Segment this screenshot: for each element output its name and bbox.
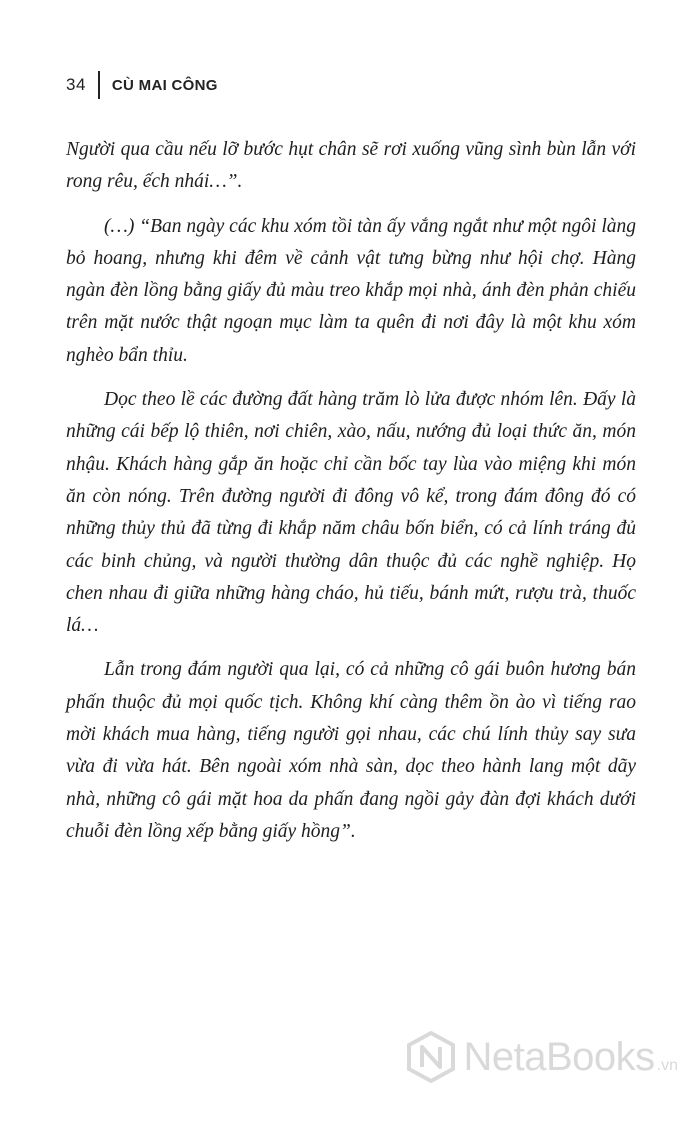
- paragraph-2: (…) “Ban ngày các khu xóm tồi tàn ấy vắng ngắt như một ngôi làng bỏ hoang, nhưng khi đêm về cảnh vật tưng bừng như hội chợ. Hàng ngàn đèn lồng bằng giấy đủ màu treo khắp mọi nhà, ánh đèn phản chiếu trên mặt nước thật ngoạn mục làm ta quên đi nơi đây là một khu xóm nghèo bẩn thỉu.: [66, 215, 636, 366]
- paragraph-4: Lẫn trong đám người qua lại, có cả những cô gái buôn hương bán phấn thuộc đủ mọi quốc tịch. Không khí càng thêm ồn ào vì tiếng rao mời khách mua hàng, tiếng người gọi nhau, các chú lính thủy say sưa vừa đi vừa hát. Bên ngoài xóm nhà sàn, dọc theo hành lang một dãy nhà, những cô gái mặt hoa da phấn đang ngồi gảy đàn đợi khách dưới chuỗi đèn lồng xếp bằng giấy hồng”.: [66, 659, 636, 842]
- body-text: [66, 134, 636, 860]
- paragraph-3: Dọc theo lề các đường đất hàng trăm lò lửa được nhóm lên. Đấy là những cái bếp lộ thiên, nơi chiên, xào, nấu, nướng đủ loại thức ăn, món nhậu. Khách hàng gắp ăn hoặc chỉ cần bốc tay lùa vào miệng khi món ăn còn nóng. Trên đường người đi đông vô kể, trong đám đông đó có những thủy thủ đã từng đi khắp năm châu bốn biển, có cả lính tráng đủ các binh chủng, và người thường dân thuộc đủ các nghề nghiệp. Họ chen nhau đi giữa những hàng cháo, hủ tiếu, bánh mứt, rượu trà, thuốc lá…: [66, 389, 636, 637]
- running-head-author: CÙ MAI CÔNG: [111, 76, 218, 94]
- page-number: 34: [66, 75, 86, 94]
- netabooks-logo-icon: [405, 1031, 457, 1083]
- header-divider: [98, 71, 100, 99]
- page-header: [66, 70, 218, 100]
- watermark-suffix: .vn: [656, 1057, 678, 1074]
- netabooks-watermark: [405, 1031, 678, 1083]
- paragraph-1: Người qua cầu nếu lỡ bước hụt chân sẽ rơi xuống vũng sình bùn lẫn với rong rêu, ếch nhái…”.: [66, 139, 636, 193]
- watermark-brand: NetaBooks: [463, 1034, 655, 1079]
